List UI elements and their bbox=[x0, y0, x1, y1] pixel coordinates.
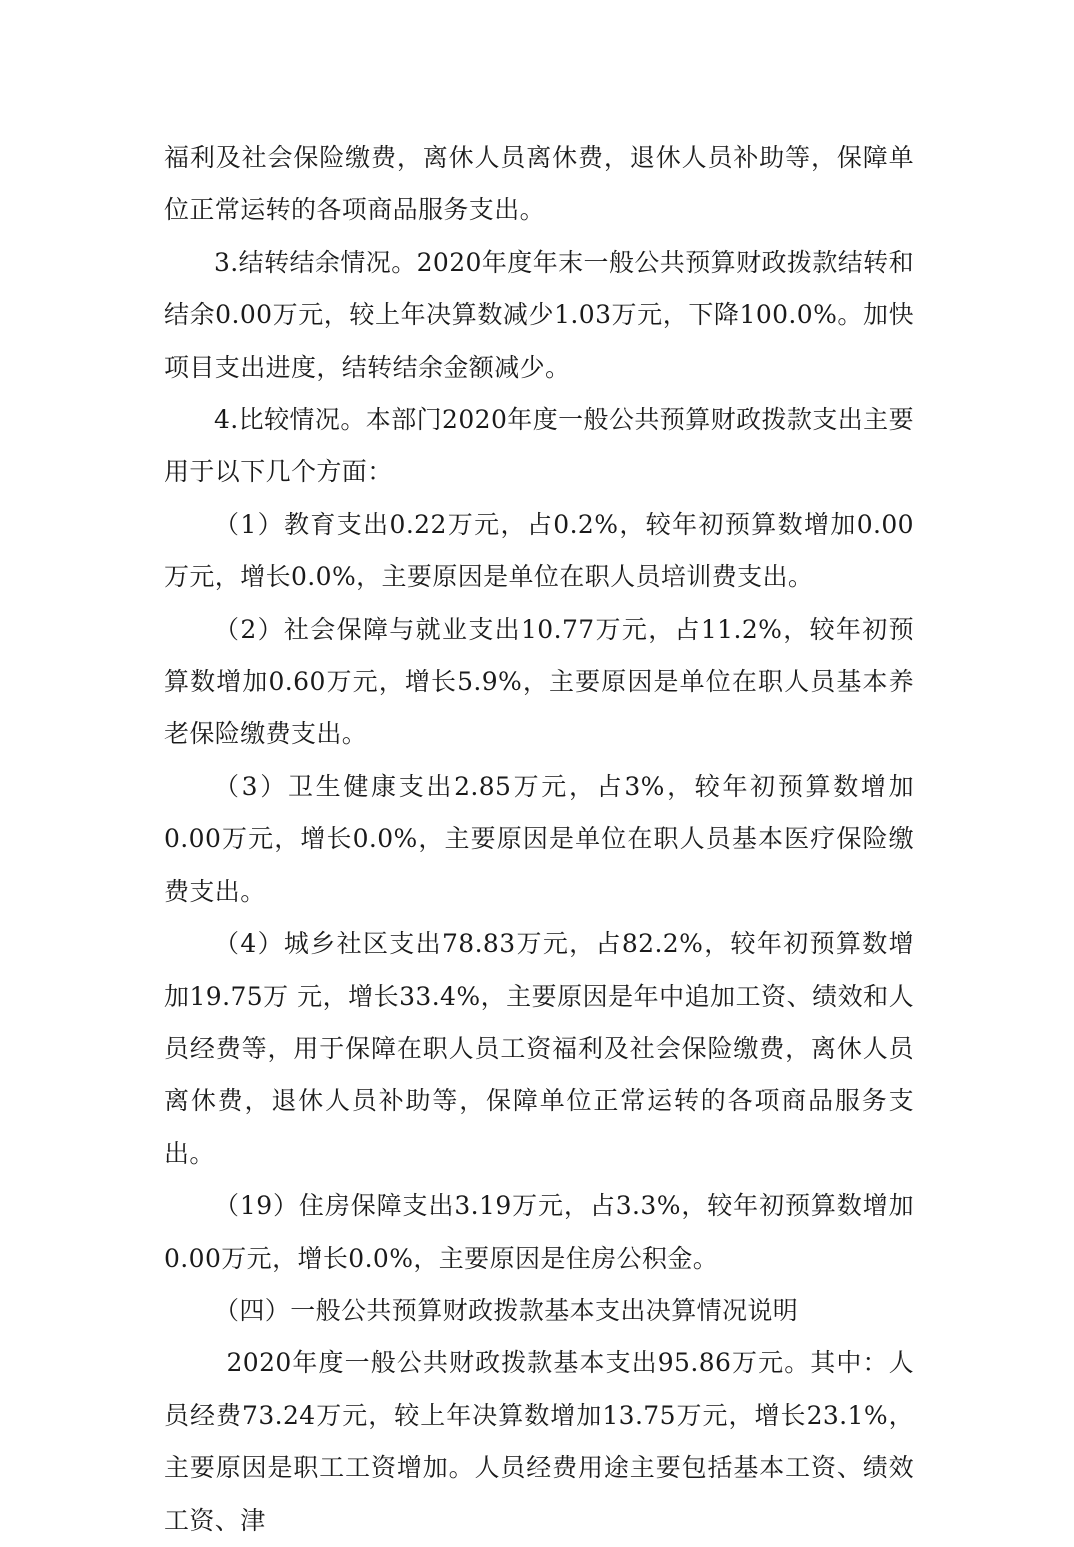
paragraph-education-expense: （1）教育支出0.22万元，占0.2%，较年初预算数增加0.00万元，增长0.0%，主要原因是单位在职人员培训费支出。 bbox=[164, 509, 914, 592]
paragraph-carryover-balance: 3.结转结余情况。2020年度年末一般公共预算财政拨款结转和结余0.00万元，较上年决算数减少1.03万元，下降100.0%。加快项目支出进度，结转结余金额减少。 bbox=[164, 247, 914, 382]
section-heading: （四）一般公共预算财政拨款基本支出决算情况说明 bbox=[214, 1295, 799, 1325]
paragraph-urban-rural-expense: （4）城乡社区支出78.83万元，占82.2%，较年初预算数增加19.75万 元，增长33.4%，主要原因是年中追加工资、绩效和人员经费等，用于保障在职人员工资福利及社会保险缴费，离休人员离休费，退休人员补助等，保障单位正常运转的各项商品服务支出。 bbox=[164, 929, 914, 1168]
paragraph-basic-expense: 2020年度一般公共财政拨款基本支出95.86万元。其中：人员经费73.24万元，较上年决算数增加13.75万元，增长23.1%，主要原因是职工工资增加。人员经费用途主要包括基本工资、绩效工资、津 bbox=[164, 1348, 914, 1535]
paragraph-continuation: 福利及社会保险缴费，离休人员离休费，退休人员补助等，保障单位正常运转的各项商品服务支出。 bbox=[164, 143, 914, 225]
document-body bbox=[164, 132, 914, 1547]
paragraph-comparison: 4.比较情况。本部门2020年度一般公共预算财政拨款支出主要用于以下几个方面： bbox=[164, 405, 914, 487]
paragraph-social-security-expense: （2）社会保障与就业支出10.77万元，占11.2%，较年初预算数增加0.60万元，增长5.9%，主要原因是单位在职人员基本养老保险缴费支出。 bbox=[164, 614, 914, 749]
paragraph-housing-expense: （19）住房保障支出3.19万元，占3.3%，较年初预算数增加0.00万元，增长0.0%，主要原因是住房公积金。 bbox=[164, 1191, 914, 1273]
paragraph-health-expense: （3）卫生健康支出2.85万元，占3%，较年初预算数增加0.00万元，增长0.0%，主要原因是单位在职人员基本医疗保险缴费支出。 bbox=[164, 771, 914, 906]
